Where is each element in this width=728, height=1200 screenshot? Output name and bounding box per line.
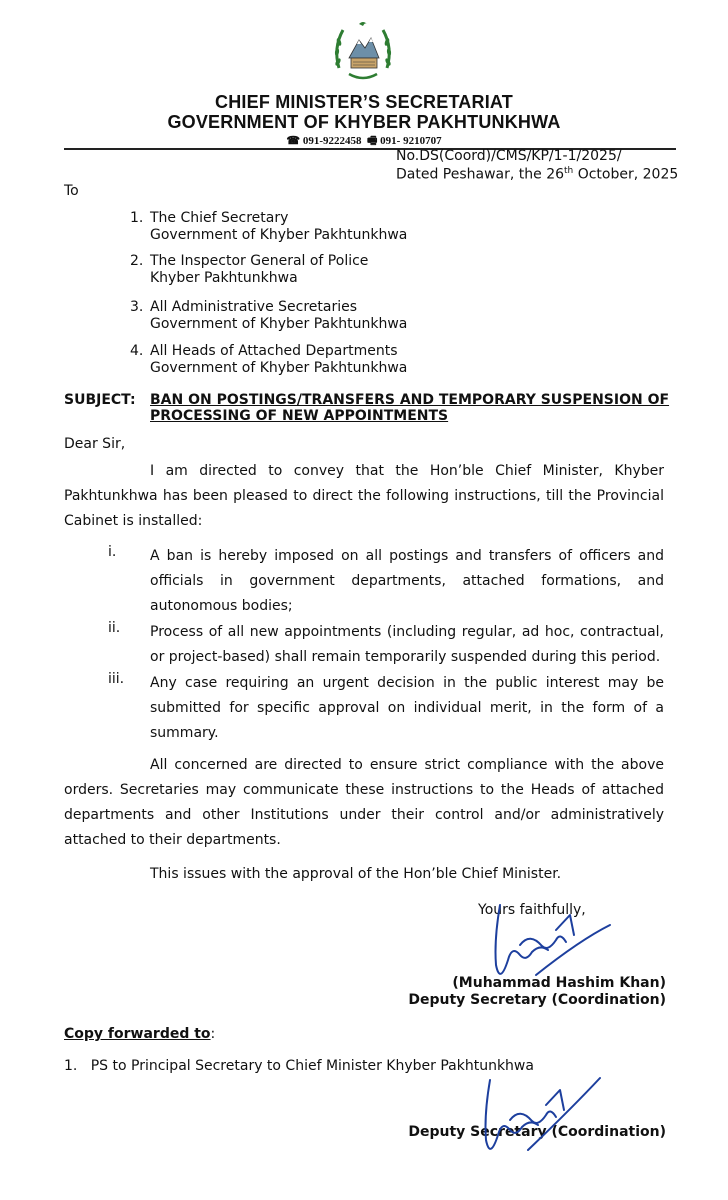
instruction-number: ii. xyxy=(108,620,121,636)
telephone-icon: ☎ xyxy=(286,135,301,147)
copy-signatory-title: Deputy Secretary (Coordination) xyxy=(408,1124,666,1140)
fax-icon: 🖷 xyxy=(367,135,378,147)
closing-line: Yours faithfully, xyxy=(478,902,586,918)
approval-paragraph: This issues with the approval of the Hon’ble Chief Minister. xyxy=(150,866,562,882)
signatory-name: (Muhammad Hashim Khan) xyxy=(452,975,666,991)
copy-forwarded-heading: Copy forwarded to: xyxy=(64,1026,216,1042)
instruction-number: iii. xyxy=(108,671,125,687)
letter-date: Dated Peshawar, the 26th October, 2025 xyxy=(396,166,679,183)
signatory-title: Deputy Secretary (Coordination) xyxy=(408,992,666,1008)
government-heading: GOVERNMENT OF KHYBER PAKHTUNKHWA xyxy=(167,112,561,132)
addressee-1: 1. The Chief Secretary Government of Khyber Pakhtunkhwa xyxy=(130,210,408,243)
secretariat-heading: CHIEF MINISTER’S SECRETARIAT xyxy=(215,92,513,112)
subject-text: BAN ON POSTINGS/TRANSFERS AND TEMPORARY SUSPENSION OF PROCESSING OF NEW APPOINTMENTS xyxy=(150,392,670,424)
addressee-2: 2. The Inspector General of Police Khyber Pakhtunkhwa xyxy=(130,253,369,286)
government-emblem xyxy=(329,18,397,88)
to-label: To xyxy=(64,183,79,199)
subject-label: SUBJECT: xyxy=(64,392,136,408)
addressee-4: 4. All Heads of Attached Departments Government of Khyber Pakhtunkhwa xyxy=(130,343,408,376)
instruction-number: i. xyxy=(108,544,117,560)
instruction-text: Process of all new appointments (including regular, ad hoc, contractual, or project-based) shall remain temporarily suspended during this period. xyxy=(150,624,664,665)
reference-number: No.DS(Coord)/CMS/KP/1-1/2025/ xyxy=(396,148,622,164)
copy-list-item: 1. PS to Principal Secretary to Chief Minister Khyber Pakhtunkhwa xyxy=(64,1058,534,1074)
salutation: Dear Sir, xyxy=(64,436,126,452)
phone-number: 091-9222458 xyxy=(302,135,362,147)
addressee-3: 3. All Administrative Secretaries Government of Khyber Pakhtunkhwa xyxy=(130,299,408,332)
fax-number: 091- 9210707 xyxy=(380,135,442,147)
compliance-paragraph: All concerned are directed to ensure strict compliance with the above orders. Secretaries may communicate these instructions to the Heads of attached departments and other Institutions under their control and/or administratively attached to their departments. xyxy=(64,757,664,848)
intro-paragraph: I am directed to convey that the Hon’ble Chief Minister, Khyber Pakhtunkhwa has been pleased to direct the following instructions, till the Provincial Cabinet is installed: xyxy=(64,463,664,529)
instruction-text: Any case requiring an urgent decision in the public interest may be submitted for specific approval on individual merit, in the form of a summary. xyxy=(150,675,664,741)
instruction-text: A ban is hereby imposed on all postings and transfers of officers and officials in government departments, attached formations, and autonomous bodies; xyxy=(150,548,664,614)
